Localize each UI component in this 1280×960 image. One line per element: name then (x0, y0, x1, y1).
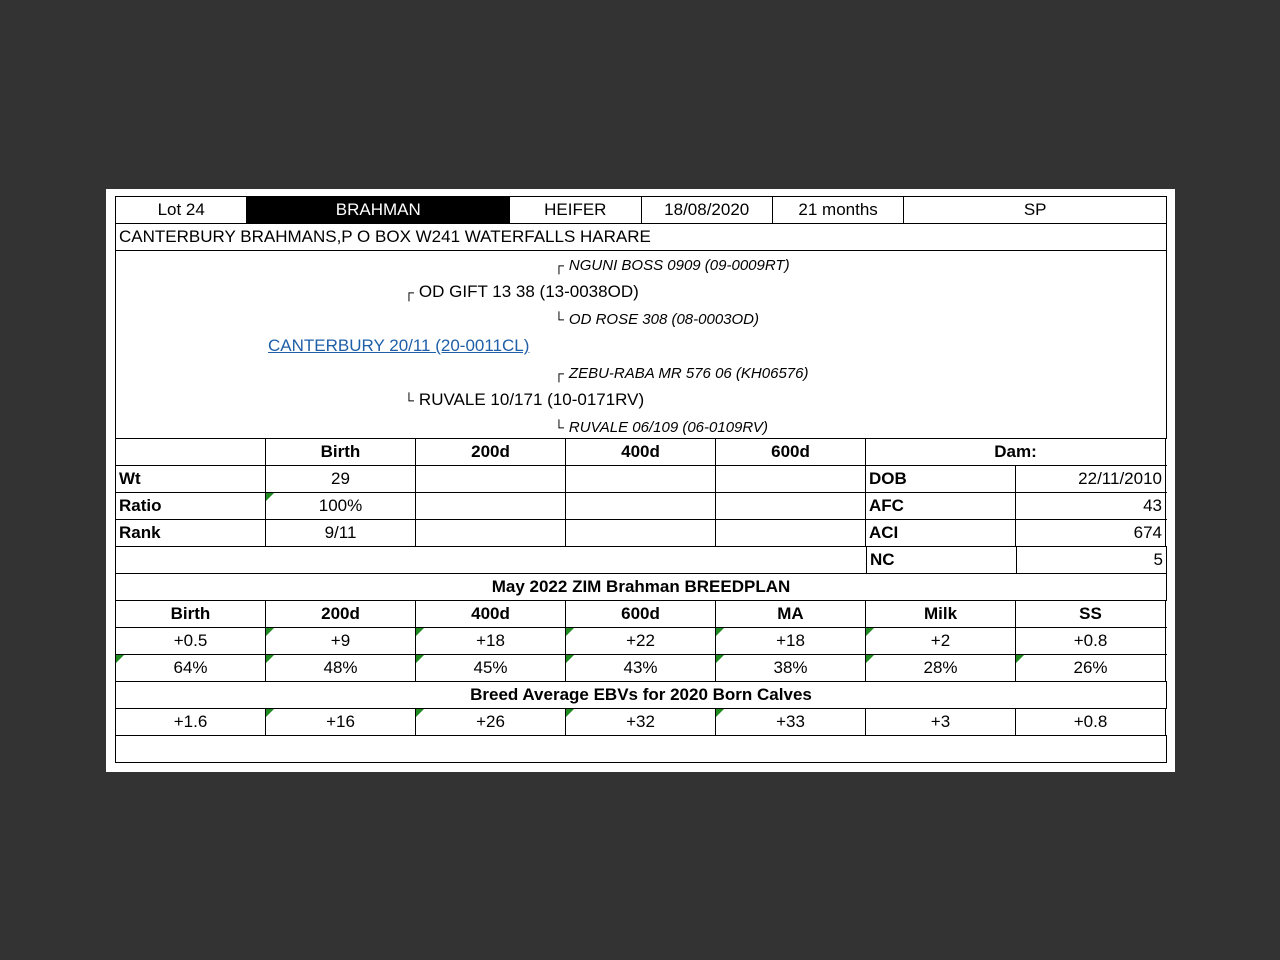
age: 21 months (773, 197, 904, 223)
table-cell: 9/11 (266, 520, 416, 546)
table-cell (716, 466, 866, 492)
accuracy-cell: 28% (866, 655, 1016, 681)
dam-field-value: 674 (1016, 520, 1166, 546)
pedigree-dam-sire (554, 363, 808, 384)
accuracy-row (116, 655, 1167, 682)
dam-field-label: AFC (866, 493, 1016, 519)
pedigree-dam-dam (554, 417, 768, 438)
breed-average-row (116, 709, 1167, 736)
weights-header-row (116, 439, 1167, 466)
owner-address: CANTERBURY BRAHMANS,P O BOX W241 WATERFALLS HARARE (116, 224, 1167, 250)
accuracy-cell: 48% (266, 655, 416, 681)
dam-name: RUVALE 10/171 (10-0171RV) (418, 390, 645, 409)
breed-average-cell: +1.6 (116, 709, 266, 735)
breed-average-title-row (116, 682, 1167, 709)
ebv-col-400d: 400d (416, 601, 566, 627)
table-cell: 100% (266, 493, 416, 519)
ebv-col-milk: Milk (866, 601, 1016, 627)
sire-sire-name: NGUNI BOSS 0909 (09-0009RT) (568, 257, 790, 274)
breed-average-cell: +26 (416, 709, 566, 735)
col-header-600d: 600d (716, 439, 866, 465)
dam-field-label: DOB (866, 466, 1016, 492)
empty-cell (116, 547, 867, 573)
pedigree-connector-icon: └ (554, 419, 564, 435)
footer-row (116, 736, 1167, 763)
dam-field-label: NC (867, 547, 1017, 573)
breed-average-cell: +33 (716, 709, 866, 735)
sex: HEIFER (510, 197, 641, 223)
status-code: SP (904, 197, 1167, 223)
ebv-col-200d: 200d (266, 601, 416, 627)
ebv-cell: +0.5 (116, 628, 266, 654)
table-row (116, 466, 1167, 493)
breed-average-cell: +0.8 (1016, 709, 1166, 735)
table-row (116, 493, 1167, 520)
accuracy-cell: 45% (416, 655, 566, 681)
dam-dam-name: RUVALE 06/109 (06-0109RV) (568, 419, 768, 436)
table-cell (566, 493, 716, 519)
sire-name: OD GIFT 13 38 (13-0038OD) (418, 282, 639, 301)
dam-field-value: 22/11/2010 (1016, 466, 1166, 492)
row-label: Rank (116, 520, 266, 546)
empty-cell (116, 736, 1167, 762)
table-cell (716, 520, 866, 546)
pedigree-connector-icon: ┌ (554, 257, 564, 273)
accuracy-cell: 26% (1016, 655, 1166, 681)
pedigree-connector-icon: ┌ (404, 284, 414, 300)
dam-field-value: 5 (1017, 547, 1167, 573)
breed-name: BRAHMAN (247, 197, 510, 223)
animal-name-link[interactable]: CANTERBURY 20/11 (20-0011CL) (268, 336, 530, 355)
owner-row (116, 224, 1167, 251)
ebv-cell: +0.8 (1016, 628, 1166, 654)
table-cell (416, 466, 566, 492)
dam-field-label: ACI (866, 520, 1016, 546)
col-header-400d: 400d (566, 439, 716, 465)
breedplan-header-row (116, 601, 1167, 628)
table-cell (566, 466, 716, 492)
pedigree-sire (404, 282, 639, 302)
lot-number: Lot 24 (116, 197, 247, 223)
breedplan-title: May 2022 ZIM Brahman BREEDPLAN (116, 574, 1167, 600)
pedigree-connector-icon: └ (404, 392, 414, 408)
table-row (116, 547, 1167, 574)
table-row (116, 520, 1167, 547)
table-cell (716, 493, 866, 519)
lot-sheet (106, 189, 1175, 772)
dam-header: Dam: (866, 439, 1166, 465)
lot-table (115, 196, 1167, 763)
accuracy-cell: 64% (116, 655, 266, 681)
table-cell: 29 (266, 466, 416, 492)
pedigree-sire-dam (554, 309, 759, 330)
accuracy-cell: 43% (566, 655, 716, 681)
ebv-col-birth: Birth (116, 601, 266, 627)
sire-dam-name: OD ROSE 308 (08-0003OD) (568, 311, 759, 328)
breed-average-title: Breed Average EBVs for 2020 Born Calves (116, 682, 1167, 708)
row-label: Ratio (116, 493, 266, 519)
ebv-cell: +2 (866, 628, 1016, 654)
breedplan-title-row (116, 574, 1167, 601)
col-header-200d: 200d (416, 439, 566, 465)
pedigree-connector-icon: └ (554, 311, 564, 327)
ebv-col-ma: MA (716, 601, 866, 627)
ebv-col-600d: 600d (566, 601, 716, 627)
pedigree-dam (404, 390, 644, 410)
dam-sire-name: ZEBU-RABA MR 576 06 (KH06576) (568, 365, 809, 382)
table-cell (566, 520, 716, 546)
col-header-birth: Birth (266, 439, 416, 465)
ebv-row (116, 628, 1167, 655)
accuracy-cell: 38% (716, 655, 866, 681)
ebv-col-ss: SS (1016, 601, 1166, 627)
pedigree-block (116, 251, 1167, 439)
table-cell (416, 493, 566, 519)
ebv-cell: +22 (566, 628, 716, 654)
weights-corner-cell (116, 439, 266, 465)
date-of-birth: 18/08/2020 (642, 197, 773, 223)
ebv-cell: +9 (266, 628, 416, 654)
dam-field-value: 43 (1016, 493, 1166, 519)
pedigree-connector-icon: ┌ (554, 365, 564, 381)
breed-average-cell: +3 (866, 709, 1016, 735)
row-label: Wt (116, 466, 266, 492)
ebv-cell: +18 (716, 628, 866, 654)
pedigree-sire-sire (554, 255, 790, 276)
breed-average-cell: +32 (566, 709, 716, 735)
table-cell (416, 520, 566, 546)
ebv-cell: +18 (416, 628, 566, 654)
breed-average-cell: +16 (266, 709, 416, 735)
header-row (116, 197, 1167, 224)
